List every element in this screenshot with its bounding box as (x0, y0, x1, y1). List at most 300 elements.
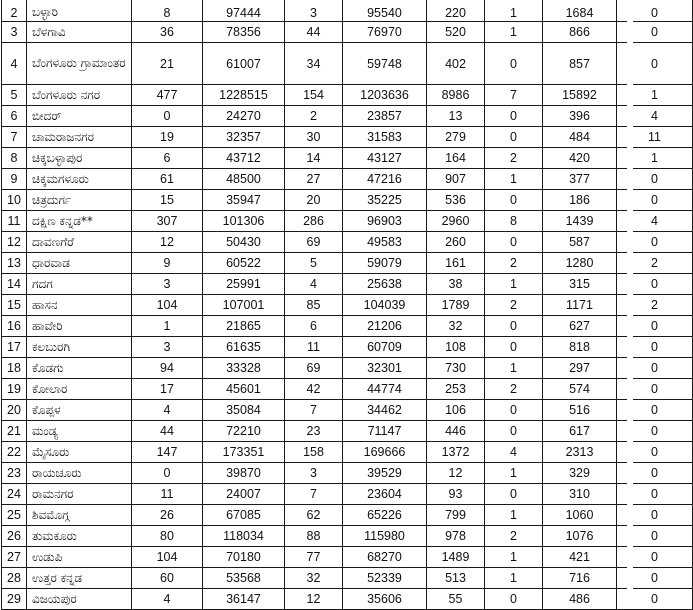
value-cell-c4: 95540 (343, 0, 427, 22)
value-cell-c5: 260 (427, 232, 485, 253)
value-cell-c2: 45601 (203, 379, 285, 400)
value-cell-c6: 2 (485, 379, 543, 400)
value-cell-c6: 1 (485, 274, 543, 295)
value-cell-c3: 2 (285, 106, 343, 127)
value-cell-c4: 115980 (343, 526, 427, 547)
value-cell-c2: 25991 (203, 274, 285, 295)
value-cell-c7: 1171 (543, 295, 617, 316)
district-name-cell: ಕೊಪ್ಪಳ (27, 400, 132, 421)
value-cell-c7: 2313 (543, 442, 617, 463)
serial-number-cell: 28 (2, 568, 27, 589)
value-cell-c3: 12 (285, 589, 343, 610)
serial-number-cell: 4 (2, 43, 27, 85)
value-cell-c4: 35225 (343, 190, 427, 211)
value-cell-c7: 1076 (543, 526, 617, 547)
table-row (2, 379, 693, 400)
value-cell-c4: 23604 (343, 484, 427, 505)
serial-number-cell: 25 (2, 505, 27, 526)
value-cell-c7: 716 (543, 568, 617, 589)
value-cell-c6: 0 (485, 43, 543, 85)
value-cell-c1: 9 (132, 253, 203, 274)
value-cell-c5: 978 (427, 526, 485, 547)
value-cell-c5: 907 (427, 169, 485, 190)
value-cell-c3: 69 (285, 358, 343, 379)
value-cell-c7: 574 (543, 379, 617, 400)
value-cell-c2: 24270 (203, 106, 285, 127)
value-cell-c8: 0 (617, 505, 693, 526)
table-row (2, 253, 693, 274)
value-cell-c5: 13 (427, 106, 485, 127)
value-cell-c6: 0 (485, 421, 543, 442)
value-cell-c6: 0 (485, 400, 543, 421)
table-row (2, 400, 693, 421)
value-cell-c2: 39870 (203, 463, 285, 484)
value-cell-c3: 3 (285, 0, 343, 22)
value-cell-c6: 0 (485, 316, 543, 337)
serial-number-cell: 17 (2, 337, 27, 358)
value-cell-c6: 4 (485, 442, 543, 463)
value-cell-c7: 396 (543, 106, 617, 127)
value-cell-c3: 62 (285, 505, 343, 526)
value-cell-c3: 6 (285, 316, 343, 337)
district-name-cell: ಉತ್ತರ ಕನ್ನಡ (27, 568, 132, 589)
value-cell-c8: 4 (617, 106, 693, 127)
value-cell-c4: 31583 (343, 127, 427, 148)
value-cell-c6: 2 (485, 526, 543, 547)
district-name-cell: ಚಿಕ್ಕಬಳ್ಳಾಪುರ (27, 148, 132, 169)
value-cell-c4: 35606 (343, 589, 427, 610)
table-row (2, 232, 693, 253)
value-cell-c1: 477 (132, 85, 203, 106)
table-row (2, 0, 693, 22)
value-cell-c4: 71147 (343, 421, 427, 442)
serial-number-cell: 20 (2, 400, 27, 421)
value-cell-c6: 2 (485, 148, 543, 169)
district-name-cell: ರಾಮನಗರ (27, 484, 132, 505)
value-cell-c1: 0 (132, 106, 203, 127)
value-cell-c8: 2 (617, 295, 693, 316)
value-cell-c8: 4 (617, 211, 693, 232)
value-cell-c2: 35084 (203, 400, 285, 421)
value-cell-c1: 11 (132, 484, 203, 505)
value-cell-c1: 17 (132, 379, 203, 400)
serial-number-cell: 9 (2, 169, 27, 190)
value-cell-c6: 0 (485, 232, 543, 253)
value-cell-c8: 0 (617, 400, 693, 421)
value-cell-c3: 42 (285, 379, 343, 400)
value-cell-c8: 0 (617, 358, 693, 379)
value-cell-c4: 47216 (343, 169, 427, 190)
table-row (2, 442, 693, 463)
value-cell-c5: 730 (427, 358, 485, 379)
serial-number-cell: 12 (2, 232, 27, 253)
value-cell-c6: 1 (485, 169, 543, 190)
value-cell-c7: 484 (543, 127, 617, 148)
value-cell-c4: 39529 (343, 463, 427, 484)
value-cell-c8: 0 (617, 274, 693, 295)
value-cell-c2: 61007 (203, 43, 285, 85)
value-cell-c8: 0 (617, 316, 693, 337)
value-cell-c5: 32 (427, 316, 485, 337)
value-cell-c3: 27 (285, 169, 343, 190)
value-cell-c8: 0 (617, 169, 693, 190)
value-cell-c2: 60522 (203, 253, 285, 274)
district-stats-table (1, 0, 693, 610)
value-cell-c8: 0 (617, 463, 693, 484)
value-cell-c2: 53568 (203, 568, 285, 589)
value-cell-c6: 0 (485, 190, 543, 211)
value-cell-c8: 2 (617, 253, 693, 274)
value-cell-c1: 21 (132, 43, 203, 85)
value-cell-c7: 297 (543, 358, 617, 379)
value-cell-c4: 49583 (343, 232, 427, 253)
value-cell-c7: 857 (543, 43, 617, 85)
value-cell-c1: 94 (132, 358, 203, 379)
value-cell-c1: 0 (132, 463, 203, 484)
value-cell-c5: 253 (427, 379, 485, 400)
value-cell-c3: 23 (285, 421, 343, 442)
serial-number-cell: 7 (2, 127, 27, 148)
value-cell-c4: 25638 (343, 274, 427, 295)
table-row (2, 589, 693, 610)
value-cell-c3: 7 (285, 400, 343, 421)
serial-number-cell: 26 (2, 526, 27, 547)
value-cell-c4: 169666 (343, 442, 427, 463)
table-row (2, 316, 693, 337)
table-row (2, 190, 693, 211)
value-cell-c4: 32301 (343, 358, 427, 379)
serial-number-cell: 13 (2, 253, 27, 274)
serial-number-cell: 23 (2, 463, 27, 484)
value-cell-c7: 15892 (543, 85, 617, 106)
serial-number-cell: 19 (2, 379, 27, 400)
value-cell-c2: 70180 (203, 547, 285, 568)
district-name-cell: ಬೆಂಗಳೂರು ಗ್ರಾಮಾಂತರ (27, 43, 132, 85)
value-cell-c2: 32357 (203, 127, 285, 148)
value-cell-c4: 59748 (343, 43, 427, 85)
value-cell-c2: 72210 (203, 421, 285, 442)
serial-number-cell: 6 (2, 106, 27, 127)
serial-number-cell: 8 (2, 148, 27, 169)
value-cell-c5: 279 (427, 127, 485, 148)
value-cell-c3: 14 (285, 148, 343, 169)
table-row (2, 211, 693, 232)
value-cell-c8: 0 (617, 22, 693, 43)
serial-number-cell: 21 (2, 421, 27, 442)
value-cell-c1: 4 (132, 400, 203, 421)
value-cell-c3: 286 (285, 211, 343, 232)
value-cell-c2: 21865 (203, 316, 285, 337)
table-row (2, 106, 693, 127)
value-cell-c7: 617 (543, 421, 617, 442)
district-name-cell: ಚಿತ್ರದುರ್ಗ (27, 190, 132, 211)
value-cell-c7: 377 (543, 169, 617, 190)
district-name-cell: ಉಡುಪಿ (27, 547, 132, 568)
value-cell-c3: 44 (285, 22, 343, 43)
value-cell-c5: 108 (427, 337, 485, 358)
value-cell-c5: 1489 (427, 547, 485, 568)
value-cell-c8: 0 (617, 547, 693, 568)
value-cell-c6: 2 (485, 295, 543, 316)
serial-number-cell: 16 (2, 316, 27, 337)
value-cell-c7: 486 (543, 589, 617, 610)
value-cell-c7: 627 (543, 316, 617, 337)
value-cell-c1: 104 (132, 295, 203, 316)
value-cell-c7: 1684 (543, 0, 617, 22)
district-name-cell: ಕೊಡಗು (27, 358, 132, 379)
value-cell-c3: 11 (285, 337, 343, 358)
value-cell-c5: 520 (427, 22, 485, 43)
value-cell-c7: 516 (543, 400, 617, 421)
table-row (2, 421, 693, 442)
serial-number-cell: 5 (2, 85, 27, 106)
value-cell-c3: 5 (285, 253, 343, 274)
table-body (2, 0, 693, 610)
value-cell-c8: 11 (617, 127, 693, 148)
value-cell-c6: 2 (485, 253, 543, 274)
value-cell-c5: 446 (427, 421, 485, 442)
value-cell-c7: 186 (543, 190, 617, 211)
table-row (2, 337, 693, 358)
value-cell-c5: 164 (427, 148, 485, 169)
value-cell-c5: 220 (427, 0, 485, 22)
value-cell-c8: 0 (617, 442, 693, 463)
value-cell-c3: 3 (285, 463, 343, 484)
district-name-cell: ಶಿವಮೊಗ್ಗ (27, 505, 132, 526)
serial-number-cell: 22 (2, 442, 27, 463)
district-name-cell: ಧಾರವಾಡ (27, 253, 132, 274)
table-row (2, 526, 693, 547)
value-cell-c5: 536 (427, 190, 485, 211)
value-cell-c8: 0 (617, 526, 693, 547)
value-cell-c2: 35947 (203, 190, 285, 211)
value-cell-c1: 3 (132, 337, 203, 358)
value-cell-c2: 36147 (203, 589, 285, 610)
value-cell-c1: 1 (132, 316, 203, 337)
district-name-cell: ಬಳ್ಳಾರಿ (27, 0, 132, 22)
value-cell-c4: 65226 (343, 505, 427, 526)
value-cell-c1: 6 (132, 148, 203, 169)
value-cell-c4: 68270 (343, 547, 427, 568)
serial-number-cell: 29 (2, 589, 27, 610)
value-cell-c3: 154 (285, 85, 343, 106)
value-cell-c1: 44 (132, 421, 203, 442)
value-cell-c8: 1 (617, 85, 693, 106)
serial-number-cell: 2 (2, 0, 27, 22)
district-name-cell: ಮಂಡ್ಯ (27, 421, 132, 442)
district-name-cell: ಕಲಬುರಗಿ (27, 337, 132, 358)
value-cell-c1: 4 (132, 589, 203, 610)
value-cell-c5: 1372 (427, 442, 485, 463)
value-cell-c6: 1 (485, 547, 543, 568)
value-cell-c2: 48500 (203, 169, 285, 190)
value-cell-c7: 421 (543, 547, 617, 568)
table-row (2, 505, 693, 526)
value-cell-c4: 43127 (343, 148, 427, 169)
table-row (2, 148, 693, 169)
district-name-cell: ಚಿಕ್ಕಮಗಳೂರು (27, 169, 132, 190)
value-cell-c7: 1060 (543, 505, 617, 526)
value-cell-c8: 0 (617, 589, 693, 610)
value-cell-c4: 52339 (343, 568, 427, 589)
value-cell-c1: 104 (132, 547, 203, 568)
value-cell-c4: 1203636 (343, 85, 427, 106)
value-cell-c6: 8 (485, 211, 543, 232)
value-cell-c2: 43712 (203, 148, 285, 169)
value-cell-c6: 1 (485, 463, 543, 484)
value-cell-c4: 23857 (343, 106, 427, 127)
table-row (2, 484, 693, 505)
value-cell-c5: 106 (427, 400, 485, 421)
value-cell-c8: 1 (617, 148, 693, 169)
value-cell-c3: 4 (285, 274, 343, 295)
table-row (2, 295, 693, 316)
value-cell-c2: 33328 (203, 358, 285, 379)
serial-number-cell: 24 (2, 484, 27, 505)
value-cell-c4: 96903 (343, 211, 427, 232)
value-cell-c2: 67085 (203, 505, 285, 526)
value-cell-c7: 420 (543, 148, 617, 169)
value-cell-c1: 19 (132, 127, 203, 148)
value-cell-c1: 8 (132, 0, 203, 22)
value-cell-c2: 173351 (203, 442, 285, 463)
value-cell-c2: 118034 (203, 526, 285, 547)
table-row (2, 22, 693, 43)
value-cell-c2: 1228515 (203, 85, 285, 106)
value-cell-c1: 26 (132, 505, 203, 526)
value-cell-c8: 0 (617, 232, 693, 253)
value-cell-c6: 0 (485, 484, 543, 505)
table-row (2, 274, 693, 295)
table-row (2, 463, 693, 484)
value-cell-c7: 1280 (543, 253, 617, 274)
table-row (2, 358, 693, 379)
value-cell-c5: 799 (427, 505, 485, 526)
value-cell-c5: 93 (427, 484, 485, 505)
district-name-cell: ಹಾವೇರಿ (27, 316, 132, 337)
table-row (2, 85, 693, 106)
value-cell-c6: 7 (485, 85, 543, 106)
value-cell-c8: 0 (617, 190, 693, 211)
value-cell-c6: 1 (485, 0, 543, 22)
value-cell-c5: 161 (427, 253, 485, 274)
district-stats-table-container (1, 0, 661, 610)
value-cell-c6: 1 (485, 568, 543, 589)
value-cell-c6: 0 (485, 127, 543, 148)
value-cell-c3: 69 (285, 232, 343, 253)
table-row (2, 568, 693, 589)
value-cell-c5: 8986 (427, 85, 485, 106)
value-cell-c5: 38 (427, 274, 485, 295)
district-name-cell: ತುಮಕೂರು (27, 526, 132, 547)
value-cell-c6: 0 (485, 337, 543, 358)
serial-number-cell: 27 (2, 547, 27, 568)
value-cell-c4: 104039 (343, 295, 427, 316)
table-row (2, 547, 693, 568)
value-cell-c7: 587 (543, 232, 617, 253)
value-cell-c8: 0 (617, 379, 693, 400)
value-cell-c7: 315 (543, 274, 617, 295)
value-cell-c6: 1 (485, 358, 543, 379)
serial-number-cell: 10 (2, 190, 27, 211)
value-cell-c4: 44774 (343, 379, 427, 400)
value-cell-c2: 78356 (203, 22, 285, 43)
value-cell-c1: 61 (132, 169, 203, 190)
value-cell-c1: 3 (132, 274, 203, 295)
value-cell-c8: 0 (617, 43, 693, 85)
value-cell-c7: 310 (543, 484, 617, 505)
serial-number-cell: 15 (2, 295, 27, 316)
value-cell-c3: 77 (285, 547, 343, 568)
district-name-cell: ಬೆಳಗಾವಿ (27, 22, 132, 43)
value-cell-c4: 60709 (343, 337, 427, 358)
value-cell-c3: 88 (285, 526, 343, 547)
page-edge (627, 0, 633, 600)
district-name-cell: ಕೋಲಾರ (27, 379, 132, 400)
value-cell-c2: 61635 (203, 337, 285, 358)
value-cell-c5: 2960 (427, 211, 485, 232)
table-row (2, 127, 693, 148)
serial-number-cell: 3 (2, 22, 27, 43)
value-cell-c7: 818 (543, 337, 617, 358)
value-cell-c3: 85 (285, 295, 343, 316)
serial-number-cell: 14 (2, 274, 27, 295)
value-cell-c5: 513 (427, 568, 485, 589)
value-cell-c8: 0 (617, 421, 693, 442)
serial-number-cell: 18 (2, 358, 27, 379)
value-cell-c8: 0 (617, 0, 693, 22)
value-cell-c5: 55 (427, 589, 485, 610)
value-cell-c7: 329 (543, 463, 617, 484)
district-name-cell: ಚಾಮರಾಜನಗರ (27, 127, 132, 148)
value-cell-c1: 12 (132, 232, 203, 253)
value-cell-c5: 12 (427, 463, 485, 484)
value-cell-c4: 76970 (343, 22, 427, 43)
value-cell-c2: 50430 (203, 232, 285, 253)
value-cell-c6: 1 (485, 505, 543, 526)
value-cell-c3: 30 (285, 127, 343, 148)
value-cell-c2: 101306 (203, 211, 285, 232)
value-cell-c2: 107001 (203, 295, 285, 316)
value-cell-c8: 0 (617, 337, 693, 358)
value-cell-c3: 158 (285, 442, 343, 463)
value-cell-c1: 147 (132, 442, 203, 463)
table-row (2, 43, 693, 85)
value-cell-c4: 34462 (343, 400, 427, 421)
value-cell-c4: 59079 (343, 253, 427, 274)
district-name-cell: ದಾವಣಗೆರೆ (27, 232, 132, 253)
value-cell-c3: 32 (285, 568, 343, 589)
serial-number-cell: 11 (2, 211, 27, 232)
value-cell-c7: 1439 (543, 211, 617, 232)
value-cell-c7: 866 (543, 22, 617, 43)
district-name-cell: ಹಾಸನ (27, 295, 132, 316)
value-cell-c2: 24007 (203, 484, 285, 505)
value-cell-c3: 7 (285, 484, 343, 505)
value-cell-c6: 0 (485, 106, 543, 127)
district-name-cell: ಮೈಸೂರು (27, 442, 132, 463)
value-cell-c1: 60 (132, 568, 203, 589)
district-name-cell: ಬೀದರ್ (27, 106, 132, 127)
district-name-cell: ದಕ್ಷಿಣ ಕನ್ನಡ** (27, 211, 132, 232)
district-name-cell: ರಾಯಚೂರು (27, 463, 132, 484)
district-name-cell: ಬೆಂಗಳೂರು ನಗರ (27, 85, 132, 106)
value-cell-c6: 1 (485, 22, 543, 43)
value-cell-c2: 97444 (203, 0, 285, 22)
value-cell-c4: 21206 (343, 316, 427, 337)
value-cell-c1: 36 (132, 22, 203, 43)
value-cell-c6: 0 (485, 589, 543, 610)
